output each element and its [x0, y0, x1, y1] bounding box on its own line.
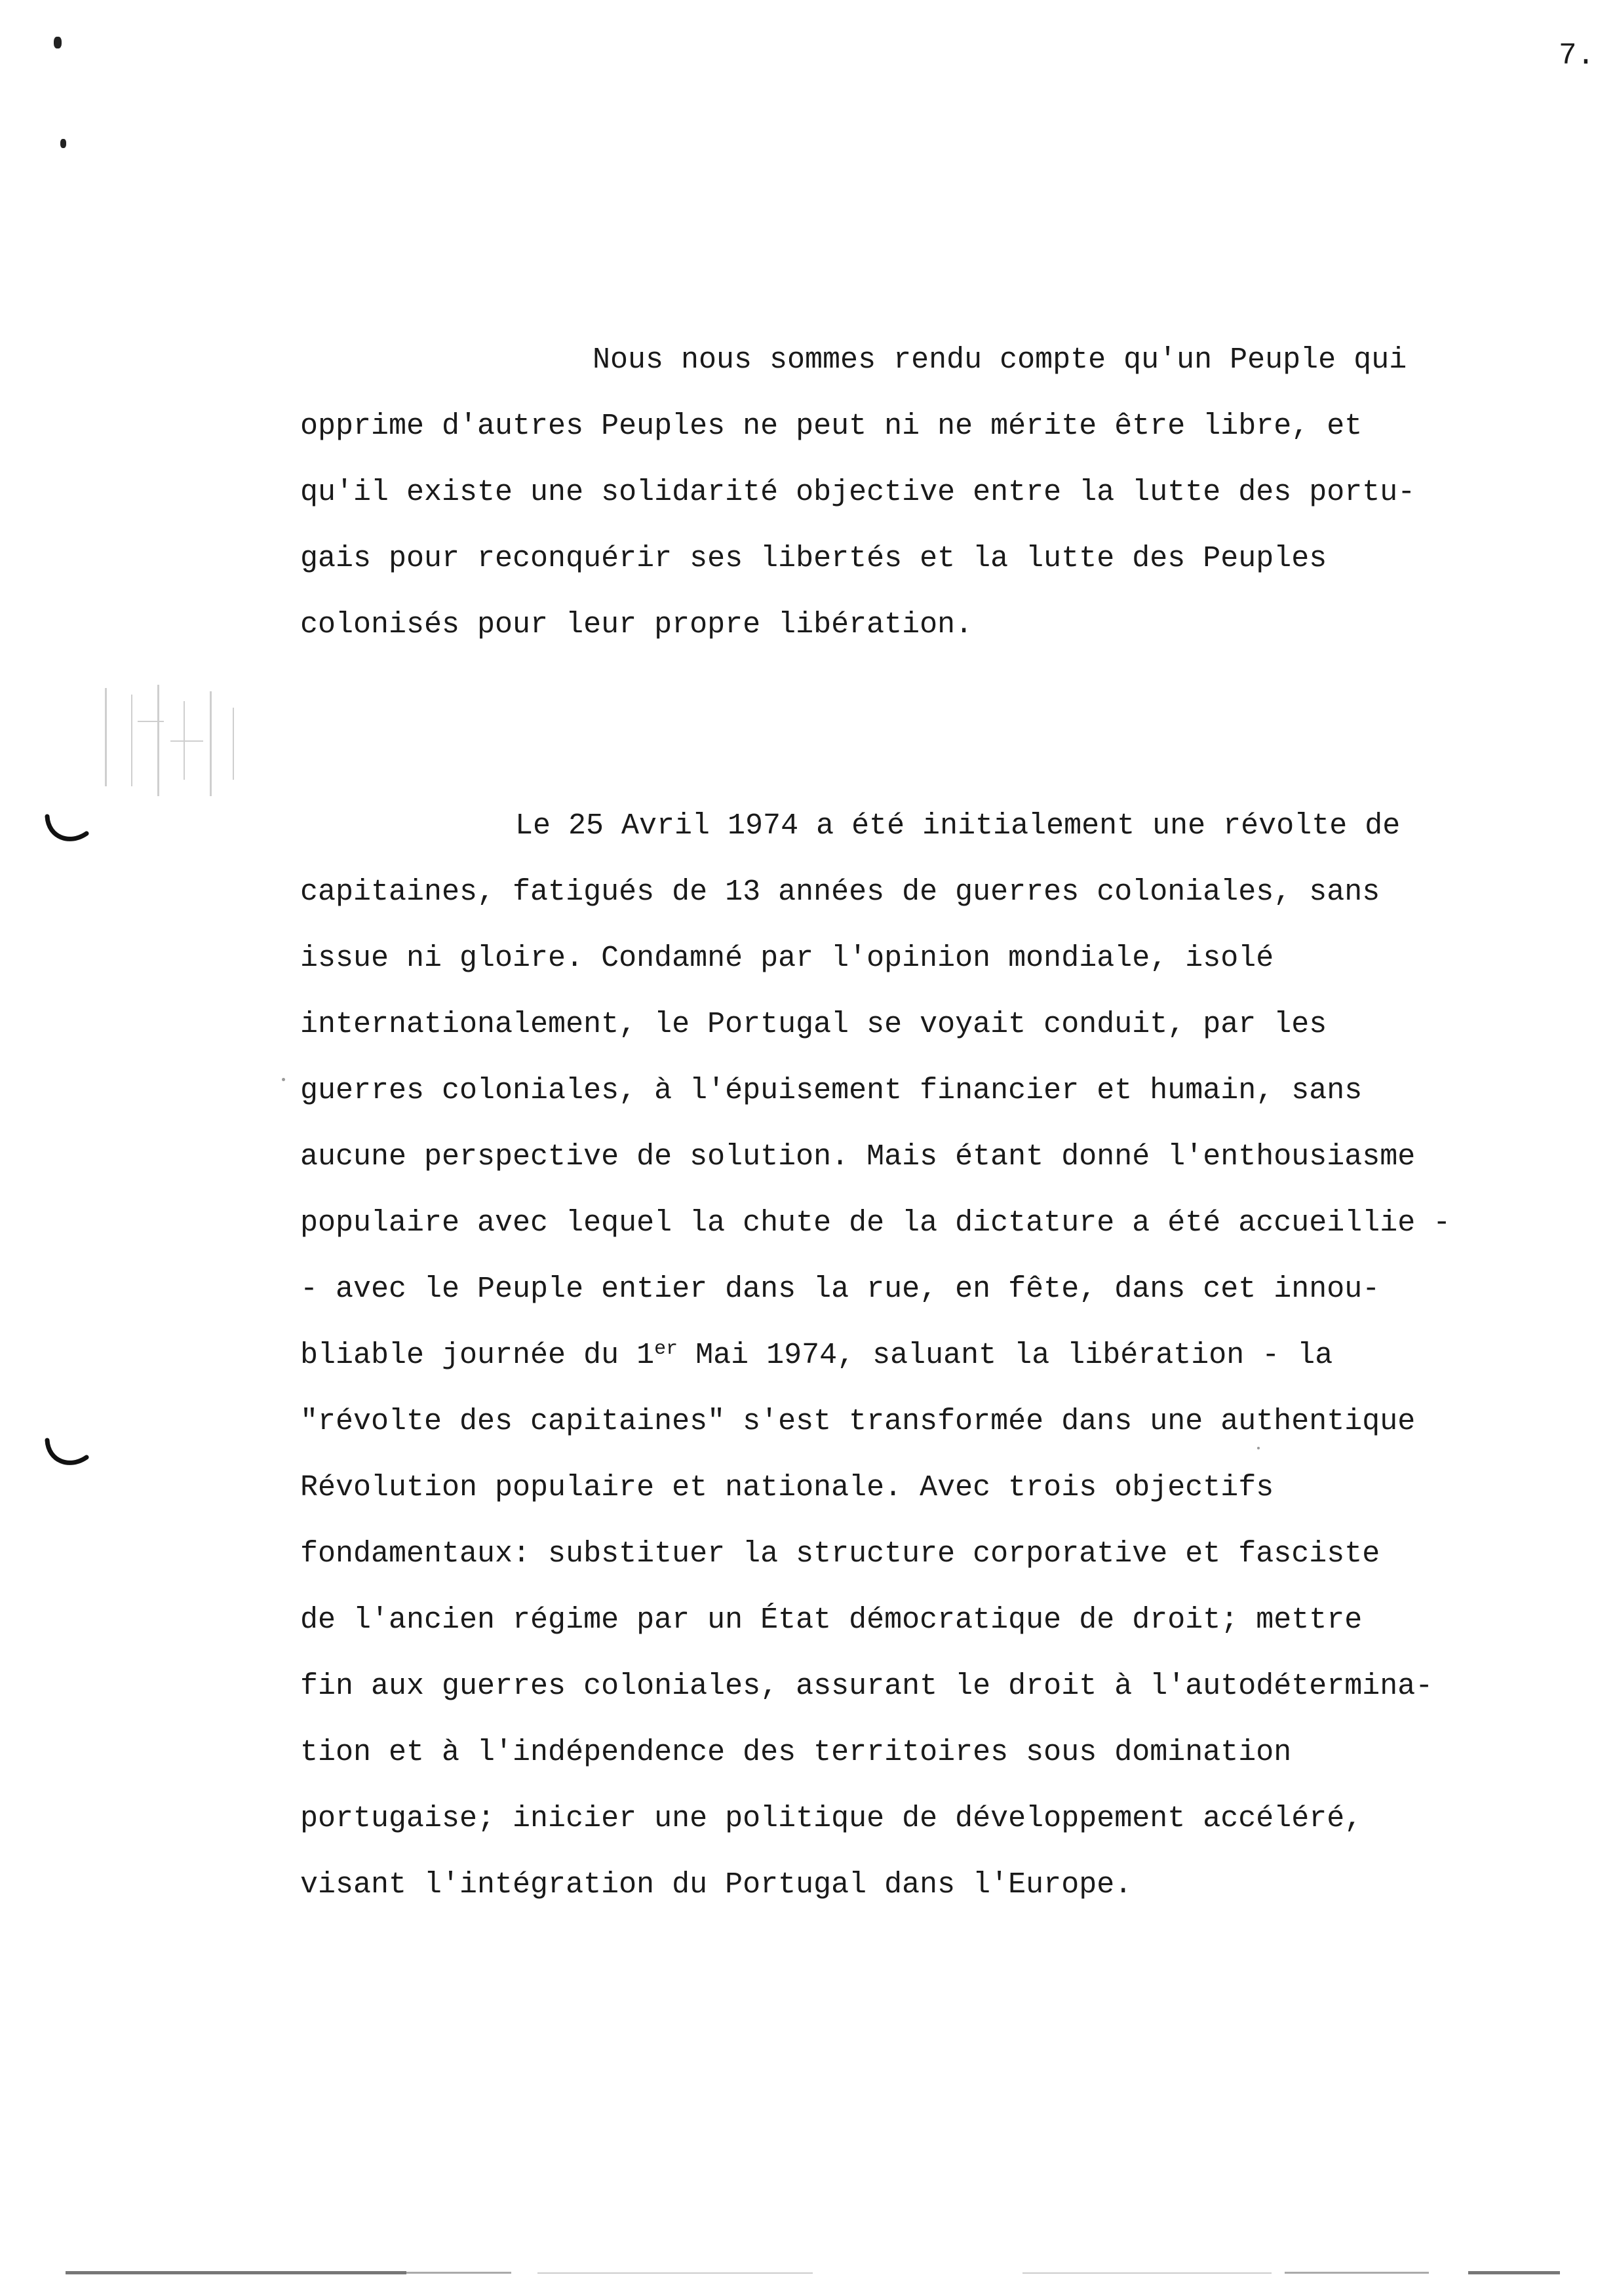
text-line: visant l'intégration du Portugal dans l'Europe.: [300, 1868, 1133, 1902]
page-number: 7.: [1559, 39, 1595, 73]
line-segment: Mai 1974, saluant la libération - la: [678, 1339, 1333, 1372]
stray-speck: [1257, 1447, 1260, 1449]
text-line: fin aux guerres coloniales, assurant le droit à l'autodétermina-: [300, 1670, 1433, 1703]
text-line: tion et à l'indépendence des territoires sous domination: [300, 1736, 1292, 1769]
binder-hole-mark-upper: [43, 811, 90, 851]
text-line: "révolte des capitaines" s'est transformée dans une authentique: [300, 1405, 1416, 1438]
text-line: opprime d'autres Peuples ne peut ni ne mérite être libre, et: [300, 410, 1363, 443]
scan-mark-second: [60, 139, 66, 148]
text-line: issue ni gloire. Condamné par l'opinion mondiale, isolé: [300, 942, 1274, 975]
text-line: qu'il existe une solidarité objective entre la lutte des portu-: [300, 476, 1416, 509]
text-line: Révolution populaire et nationale. Avec trois objectifs: [300, 1471, 1274, 1504]
text-line: capitaines, fatigués de 13 années de guerres coloniales, sans: [300, 875, 1380, 909]
binder-hole-mark-lower: [43, 1435, 90, 1474]
ordinal-superscript: er: [654, 1338, 678, 1360]
scan-mark-top: [54, 37, 62, 48]
text-line: colonisés pour leur propre libération.: [300, 608, 973, 641]
text-line: internationalement, le Portugal se voyait conduit, par les: [300, 1008, 1327, 1041]
text-line: populaire avec lequel la chute de la dictature a été accueillie -: [300, 1206, 1451, 1240]
text-line: de l'ancien régime par un État démocratique de droit; mettre: [300, 1603, 1363, 1637]
text-line: - avec le Peuple entier dans la rue, en fête, dans cet innou-: [300, 1272, 1380, 1306]
text-line: Le 25 Avril 1974 a été initialement une révolte de: [515, 809, 1401, 843]
line-segment: bliable journée du 1: [300, 1339, 655, 1372]
stray-speck: [282, 1078, 285, 1081]
faint-show-through: [92, 681, 249, 813]
scan-edge-strip: [39, 2266, 1586, 2280]
text-line: aucune perspective de solution. Mais étant donné l'enthousiasme: [300, 1140, 1416, 1174]
text-line-with-superscript: [300, 1338, 1333, 1372]
text-line: guerres coloniales, à l'épuisement financier et humain, sans: [300, 1074, 1363, 1107]
text-line: fondamentaux: substituer la structure corporative et fasciste: [300, 1537, 1380, 1571]
text-line: Nous nous sommes rendu compte qu'un Peuple qui: [593, 343, 1407, 377]
text-line: gais pour reconquérir ses libertés et la lutte des Peuples: [300, 542, 1327, 575]
text-line: portugaise; inicier une politique de développement accéléré,: [300, 1802, 1363, 1835]
